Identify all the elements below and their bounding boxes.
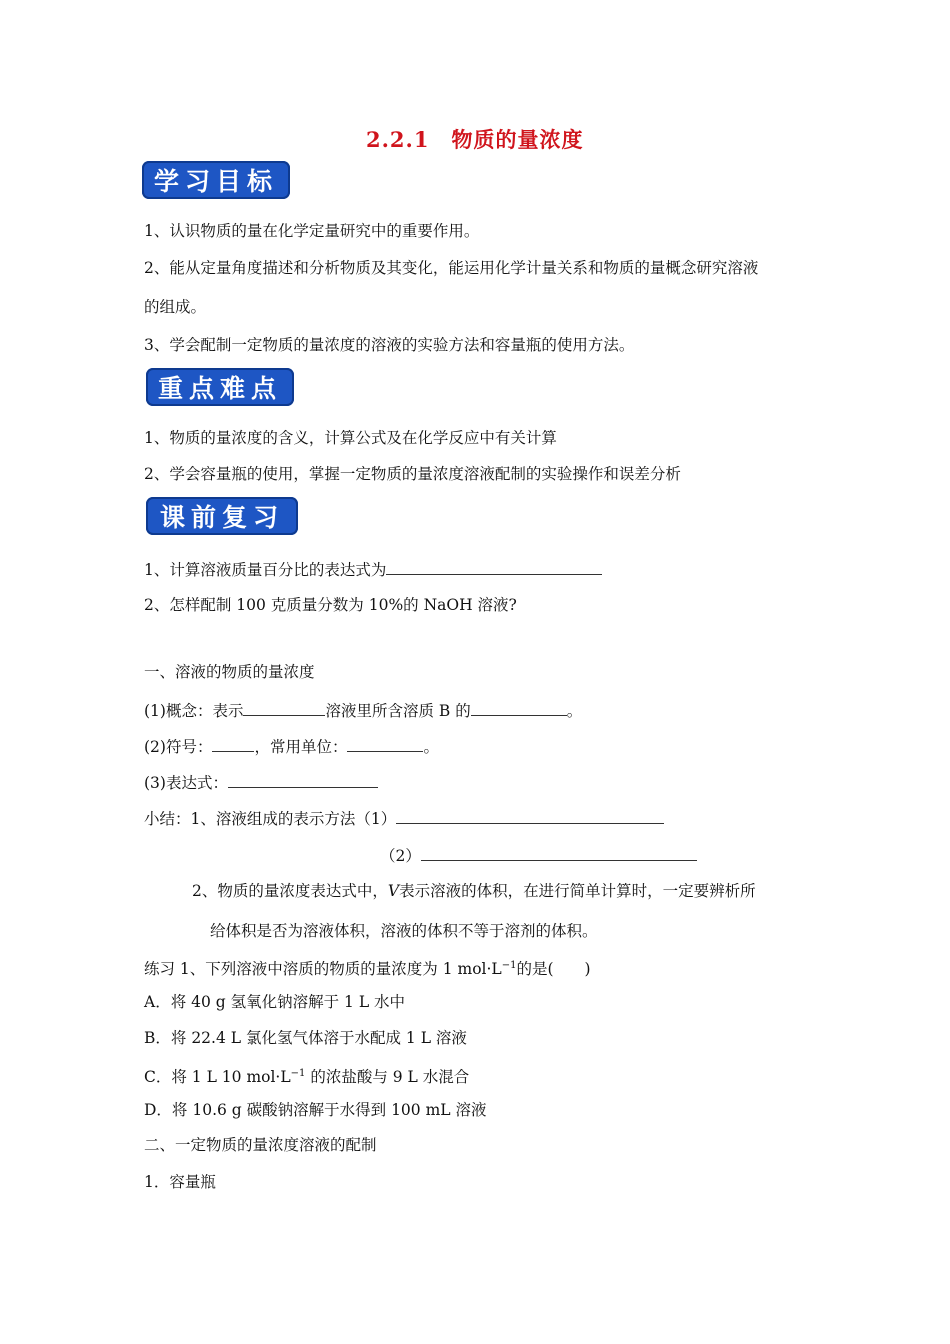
- option-d: D．将 10.6 g 碳酸钠溶解于水得到 100 mL 溶液: [144, 1101, 487, 1119]
- symbol-line: [144, 736, 439, 757]
- option-c-text-a: C．将 1 L 10 mol·L: [144, 1068, 291, 1087]
- review-q1-text: 1、计算溶液质量百分比的表达式为: [144, 561, 387, 579]
- summary-text-a: 小结：1、溶液组成的表示方法（1）: [144, 810, 397, 828]
- answer-blank: [347, 736, 423, 752]
- answer-blank: [212, 736, 254, 752]
- badge-key-points: 重点难点: [146, 368, 294, 406]
- option-c-text-b: 的浓盐酸与 9 L 水混合: [305, 1068, 470, 1087]
- note-2-text-a: 2、物质的量浓度表达式中，: [192, 882, 388, 900]
- symbol-text-b: ，常用单位：: [254, 738, 348, 756]
- superscript: −1: [290, 1068, 306, 1079]
- symbol-text-c: 。: [423, 738, 439, 756]
- goal-2-cont: 的组成。: [144, 298, 207, 316]
- expression-text: (3)表达式：: [144, 774, 228, 792]
- page-title: 2.2.1 物质的量浓度: [366, 127, 584, 152]
- answer-blank: [396, 808, 664, 824]
- review-question-2: 2、怎样配制 100 克质量分数为 10%的 NaOH 溶液?: [144, 596, 517, 614]
- section2-heading: 二、一定物质的量浓度溶液的配制: [144, 1136, 377, 1154]
- option-a: A．将 40 g 氢氧化钠溶解于 1 L 水中: [144, 993, 406, 1011]
- concept-text-b: 溶液里所含溶质 B 的: [325, 702, 471, 720]
- section1-heading: 一、溶液的物质的量浓度: [144, 663, 315, 681]
- section2-item-1: 1．容量瓶: [144, 1173, 216, 1191]
- badge-pre-class-review: 课前复习: [146, 497, 298, 535]
- note-2-line-2: 给体积是否为溶液体积，溶液的体积不等于溶剂的体积。: [210, 922, 598, 940]
- option-c: [144, 1064, 469, 1087]
- concept-text-c: 。: [566, 702, 583, 720]
- goal-2: 2、能从定量角度描述和分析物质及其变化，能运用化学计量关系和物质的量概念研究溶液: [144, 259, 759, 277]
- answer-blank: [471, 700, 567, 716]
- answer-blank: [228, 772, 378, 788]
- concept-line: [144, 700, 582, 721]
- summary-line-1: [144, 808, 664, 829]
- key-point-1: 1、物质的量浓度的含义，计算公式及在化学反应中有关计算: [144, 429, 557, 447]
- answer-blank: [386, 559, 602, 575]
- option-b: B．将 22.4 L 氯化氢气体溶于水配成 1 L 溶液: [144, 1029, 467, 1047]
- review-question-1: [144, 559, 602, 580]
- goal-1: 1、认识物质的量在化学定量研究中的重要作用。: [144, 222, 480, 240]
- summary-line-2: [380, 845, 697, 866]
- volume-symbol: V: [387, 882, 400, 900]
- badge-learning-goals: 学习目标: [142, 161, 290, 199]
- exercise-1-stem: [144, 956, 591, 979]
- answer-blank: [243, 700, 325, 716]
- expression-line: [144, 772, 378, 793]
- note-2-text-b: 表示溶液的体积，在进行简单计算时，一定要辨析所: [399, 882, 756, 900]
- answer-blank: [421, 845, 697, 861]
- exercise-1-text-a: 练习 1、下列溶液中溶质的物质的量浓度为 1 mol·L: [144, 960, 502, 979]
- goal-3: 3、学会配制一定物质的量浓度的溶液的实验方法和容量瓶的使用方法。: [144, 336, 635, 354]
- exercise-1-text-b: 的是( ): [516, 960, 591, 979]
- superscript: −1: [501, 960, 517, 971]
- concept-text-a: (1)概念：表示: [144, 702, 244, 720]
- summary-text-b: （2）: [380, 847, 421, 865]
- key-point-2: 2、学会容量瓶的使用，掌握一定物质的量浓度溶液配制的实验操作和误差分析: [144, 465, 681, 483]
- note-2-line-1: [192, 881, 756, 901]
- symbol-text-a: (2)符号：: [144, 738, 213, 756]
